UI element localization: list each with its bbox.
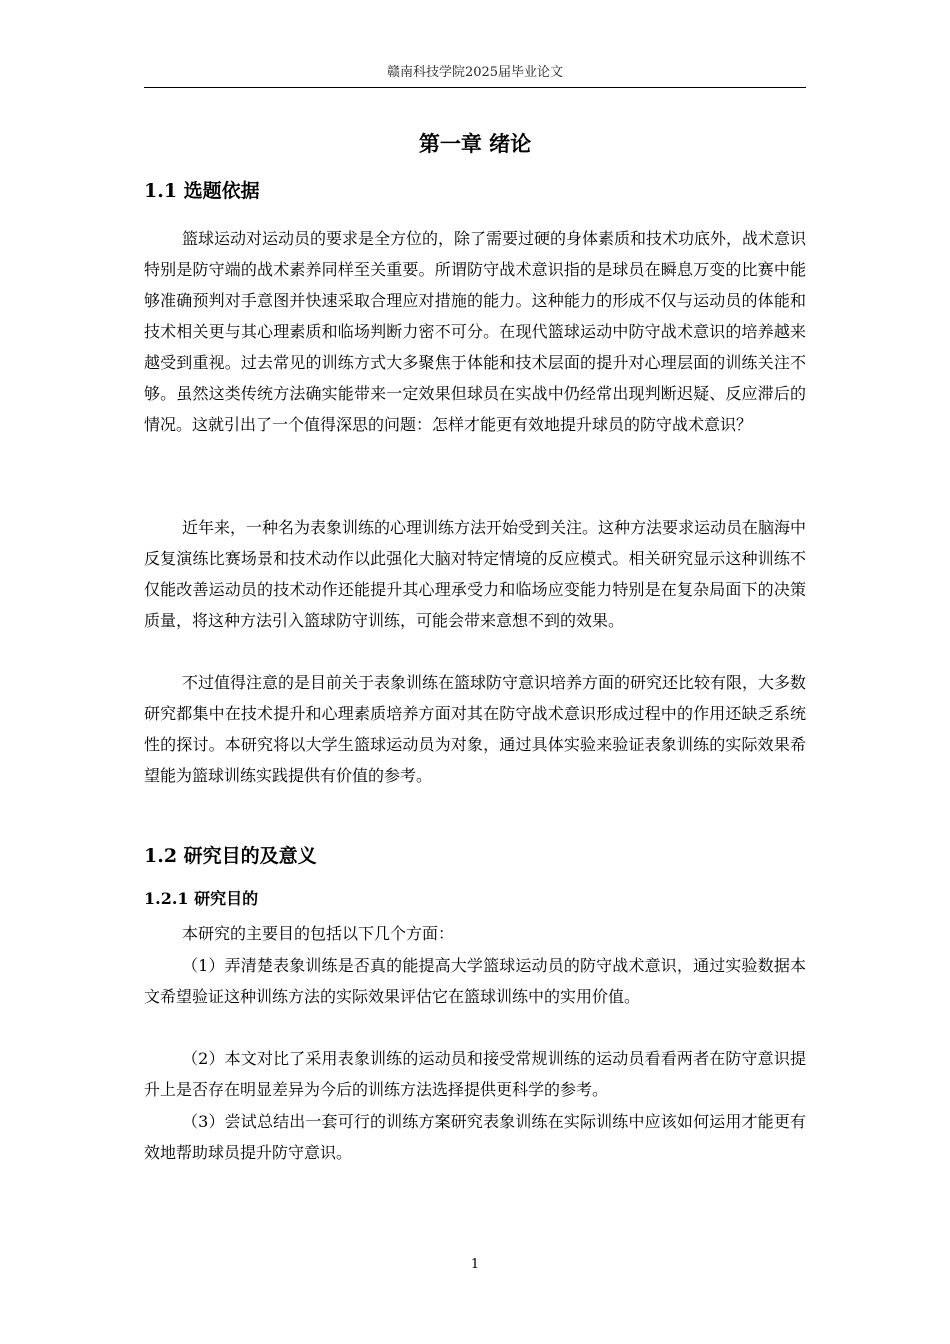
paragraph: 本研究的主要目的包括以下几个方面： bbox=[182, 924, 455, 943]
section-heading-1-2: 1.2 研究目的及意义 bbox=[144, 845, 317, 867]
list-item: （2）本文对比了采用表象训练的运动员和接受常规训练的运动员看看两者在防守意识提升上是否存在明显差异为今后的训练方法选择提供更科学的参考。 bbox=[144, 1049, 806, 1099]
paragraph: 不过值得注意的是目前关于表象训练在篮球防守意识培养方面的研究还比较有限，大多数研究都集中在技术提升和心理素质培养方面对其在防守战术意识形成过程中的作用还缺乏系统性的探讨。本研究将以大学生篮球运动员为对象，通过具体实验来验证表象训练的实际效果希望能为篮球训练实践提供有价值的参考。 bbox=[144, 673, 807, 785]
running-header: 赣南科技学院2025届毕业论文 bbox=[386, 65, 564, 80]
list-item: （1）弄清楚表象训练是否真的能提高大学篮球运动员的防守战术意识，通过实验数据本文希望验证这种训练方法的实际效果评估它在篮球训练中的实用价值。 bbox=[144, 956, 806, 1006]
paragraph: 近年来，一种名为表象训练的心理训练方法开始受到关注。这种方法要求运动员在脑海中反复演练比赛场景和技术动作以此强化大脑对特定情境的反应模式。相关研究显示这种训练不仅能改善运动员的技术动作还能提升其心理承受力和临场应变能力特别是在复杂局面下的决策质量，将这种方法引入篮球防守训练，可能会带来意想不到的效果。 bbox=[144, 518, 807, 630]
section-heading-1-1: 1.1 选题依据 bbox=[144, 180, 260, 202]
header-divider bbox=[144, 87, 806, 88]
page-number: 1 bbox=[470, 1257, 480, 1272]
subsection-heading-1-2-1: 1.2.1 研究目的 bbox=[144, 889, 259, 908]
chapter-title: 第一章 绪论 bbox=[418, 131, 532, 156]
list-item: （3）尝试总结出一套可行的训练方案研究表象训练在实际训练中应该如何运用才能更有效地帮助球员提升防守意识。 bbox=[144, 1112, 806, 1162]
paragraph: 篮球运动对运动员的要求是全方位的，除了需要过硬的身体素质和技术功底外，战术意识特别是防守端的战术素养同样至关重要。所谓防守战术意识指的是球员在瞬息万变的比赛中能够准确预判对手意图并快速采取合理应对措施的能力。这种能力的形成不仅与运动员的体能和技术相关更与其心理素质和临场判断力密不可分。在现代篮球运动中防守战术意识的培养越来越受到重视。过去常见的训练方式大多聚焦于体能和技术层面的提升对心理层面的训练关注不够。虽然这类传统方法确实能带来一定效果但球员在实战中仍经常出现判断迟疑、反应滞后的情况。这就引出了一个值得深思的问题：怎样才能更有效地提升球员的防守战术意识？ bbox=[144, 229, 807, 434]
